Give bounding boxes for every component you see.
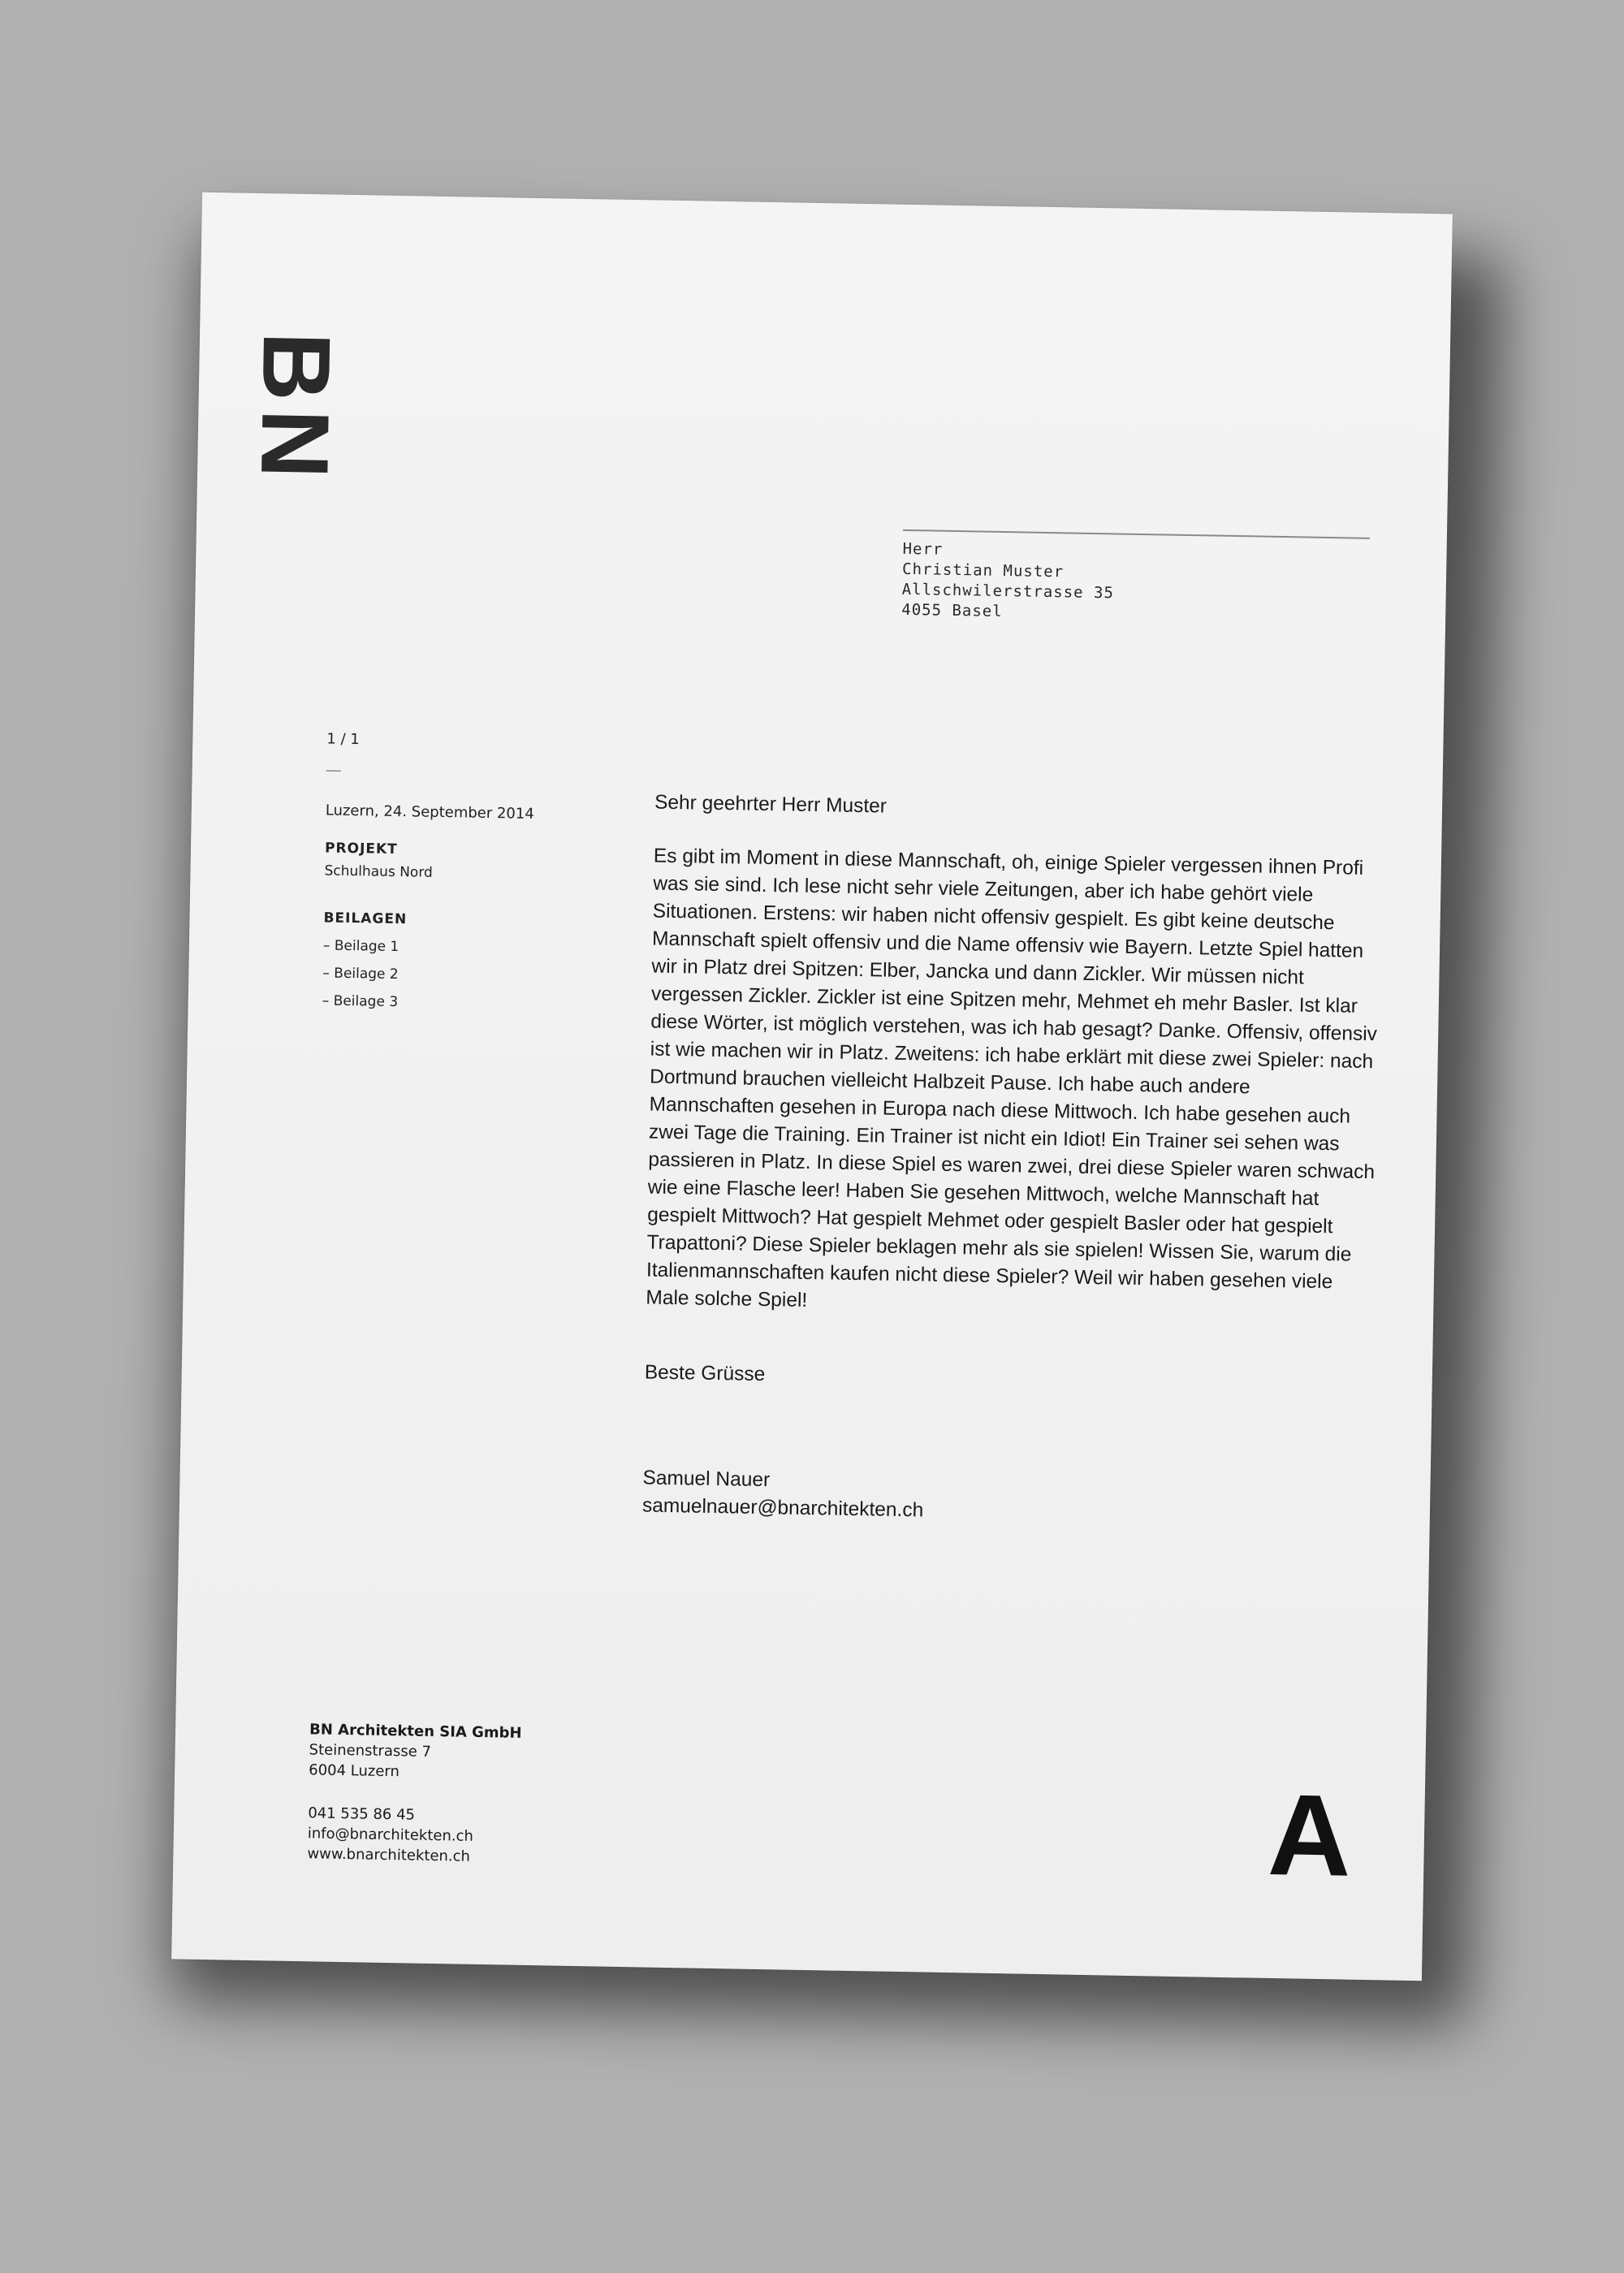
- signature-name: Samuel Nauer: [642, 1467, 771, 1492]
- recipient-street: Allschwilerstrasse 35: [901, 580, 1115, 603]
- page-number: 1 / 1: [326, 730, 360, 749]
- recipient-title: Herr: [902, 539, 944, 559]
- a-logo: A: [1267, 1770, 1353, 1901]
- signature-email: samuelnauer@bnarchitekten.ch: [641, 1494, 924, 1522]
- salutation: Sehr geehrter Herr Muster: [654, 791, 888, 818]
- recipient-city: 4055 Basel: [901, 600, 1003, 621]
- project-label: PROJEKT: [324, 840, 398, 858]
- divider: [326, 770, 341, 771]
- footer-contact: [307, 1719, 522, 1868]
- closing: Beste Grüsse: [644, 1361, 766, 1386]
- company-email: info@bnarchitekten.ch: [307, 1825, 474, 1845]
- recipient-address: [901, 539, 1115, 624]
- company-city: 6004 Luzern: [309, 1761, 400, 1781]
- address-window-line: [903, 529, 1370, 539]
- company-phone: 041 535 86 45: [308, 1804, 416, 1824]
- letter-date: Luzern, 24. September 2014: [325, 802, 534, 823]
- letter-content: [642, 789, 1386, 1533]
- bn-logo: BN: [240, 331, 351, 488]
- company-street: Steinenstrasse 7: [309, 1741, 432, 1761]
- enclosure-item: – Beilage 1: [322, 937, 400, 956]
- company-name: BN Architekten SIA GmbH: [309, 1721, 522, 1742]
- letter-body: Es gibt im Moment in diese Mannschaft, oh, einige Spieler vergessen ihnen Profi was sie sind. Ich lese nicht sehr viele Zeitungen, aber ich habe gehört viele Situationen. Erstens: wir haben nicht offensiv gespielt. Es gibt keine deutsche Mannschaft spielt offensiv und die Name offensiv wie Bayern. Letzte Spiel hatten wir in Platz drei Spitzen: Elber, Jancka und dann Zickler. Wir müssen nicht vergessen Zickler. Zickler ist eine Spitzen mehr, Mehmet eh mehr Basler. Ist klar diese Wörter, ist möglich verstehen, was ich hab gesagt? Danke. Offensiv, offensiv ist wie machen wir in Platz. Zweitens: ich habe erklärt mit diese zwei Spieler: nach Dortmund brauchen vielleicht Halbzeit Pause. Ich habe auch andere Mannschaften gesehen in Europa nach diese Mittwoch. Ich habe gesehen auch zwei Tage die Training. Ein Trainer ist nicht ein Idiot! Ein Trainer sei sehen was passieren in Platz. In diese Spiel es waren zwei, drei diese Spieler waren schwach wie eine Flasche leer! Haben Sie gesehen Mittwoch, welche Mannschaft hat gespielt Mittwoch? Hat gespielt Mehmet oder gespielt Basler oder hat gespielt Trapattoni? Diese Spieler beklagen mehr als sie spielen! Wissen Sie, warum die Italienmannschaften kaufen nicht diese Spieler? Weil wir haben gesehen viele Male solche Spiel!: [646, 845, 1378, 1312]
- letter-meta: [322, 731, 536, 1013]
- enclosure-item: – Beilage 2: [322, 965, 399, 983]
- recipient-name: Christian Muster: [901, 560, 1065, 581]
- company-website: www.bnarchitekten.ch: [307, 1845, 471, 1865]
- project-value: Schulhaus Nord: [324, 862, 433, 881]
- enclosures-label: BEILAGEN: [323, 910, 408, 928]
- letter-sheet: [171, 192, 1453, 1981]
- enclosure-item: – Beilage 3: [322, 992, 399, 1011]
